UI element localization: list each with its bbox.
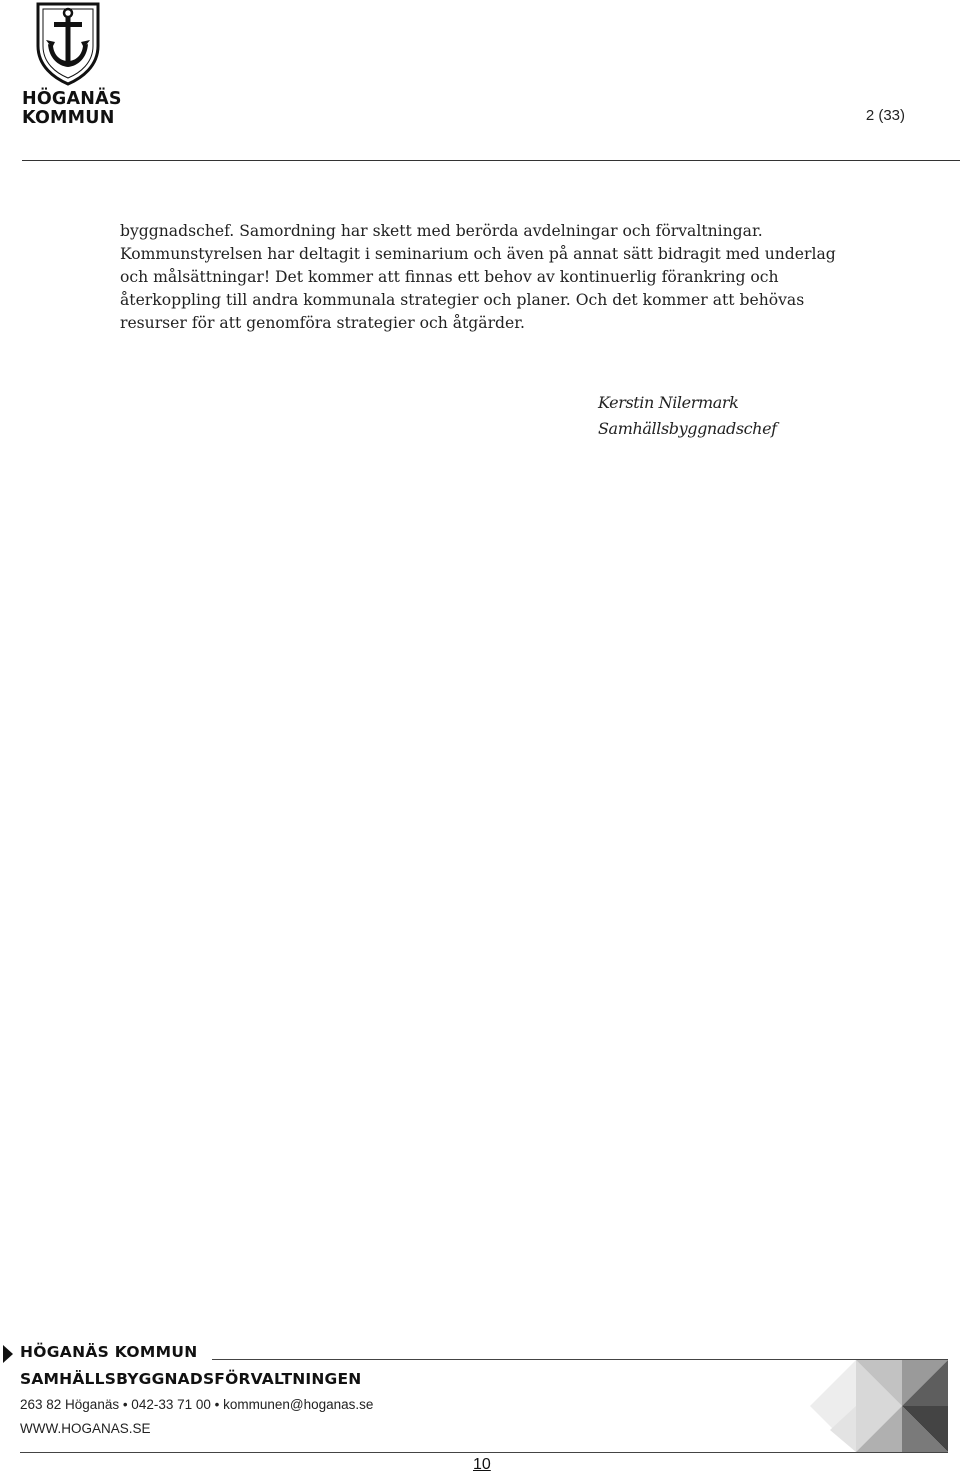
logo-line-1: HÖGANÄS (22, 89, 122, 109)
body-line: resurser för att genomföra strategier och åtgärder. (120, 314, 525, 332)
logo-wordmark (22, 90, 122, 128)
footer-website-link[interactable]: WWW.HOGANAS.SE (20, 1421, 151, 1436)
signature-title: Samhällsbyggnadschef (598, 419, 777, 438)
page-number: 2 (33) (865, 107, 905, 124)
footer-page-number: 10 (473, 1456, 491, 1473)
body-line: byggnadschef. Samordning har skett med berörda avdelningar och förvaltningar. (120, 222, 763, 240)
body-line: Kommunstyrelsen har deltagit i seminarium och även på annat sätt bidragit med underlag (120, 245, 836, 263)
play-arrow-icon (3, 1345, 13, 1363)
footer-divider-bottom (20, 1452, 948, 1453)
footer-department: SAMHÄLLSBYGGNADSFÖRVALTNINGEN (20, 1370, 362, 1388)
anchor-shield-icon (34, 0, 102, 86)
triangle-pattern-icon (810, 1360, 948, 1452)
footer-organization: HÖGANÄS KOMMUN (20, 1343, 198, 1361)
footer-contact: 263 82 Höganäs • 042-33 71 00 • kommunen@hoganas.se (20, 1397, 374, 1412)
body-line: återkoppling till andra kommunala strategier och planer. Och det kommer att behövas (120, 291, 805, 309)
signature-block (598, 390, 777, 442)
header-divider (22, 160, 960, 161)
signature-name: Kerstin Nilermark (598, 393, 739, 412)
body-line: och målsättningar! Det kommer att finnas ett behov av kontinuerlig förankring och (120, 268, 779, 286)
body-paragraph (120, 220, 860, 335)
logo-line-2: KOMMUN (22, 108, 115, 128)
